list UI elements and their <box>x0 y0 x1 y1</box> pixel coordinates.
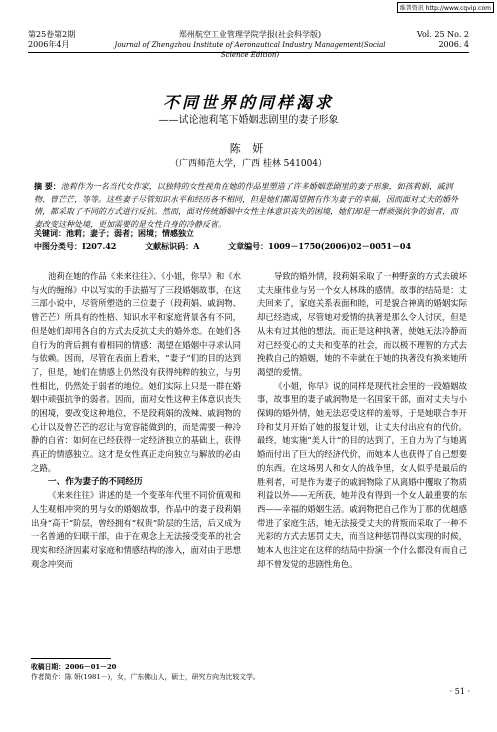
date-en: 2006. 4 <box>438 40 469 49</box>
body-paragraph: 池莉在她的作品《来来往往》、《小姐，你早》和《水与火的缠绵》中以写实的手法描写了三段婚姻故事，在这三部小说中，尽管所塑造的三位妻子（段莉娟、戚润物、曾芒芒）所具有的性格、知识水平和家庭背景各有不同，但是她们却用各自的方式去反抗丈夫的婚外恋。在她们各自行为的背后拥有着相同的情感：渴望在婚姻中寻求认同与依赖。因而，尽管在表面上看来，“妻子”们的目的达到了，但是，她们在情感上仍然没有获得纯粹的独立，与男性相比，仍然处于弱者的地位。她们实际上只是一群在婚姻中顽强抗争的弱者。因而，面对女性这种主体意识丧失的困境，要改变这种地位，不是段莉娟的泼辣、戚润物的心计以及曾芒芒的忍让与宽容能做到的，而是需要一种冷静的自省：如何在已经获得一定经济独立的基础上，获得真正的情感独立。这才是女性真正走向独立与解放的必由之路。 <box>31 271 241 473</box>
journal-name-en: Journal of Zhengzhou Institute of Aeronautical Industry Management(Social Science Edition) <box>114 41 386 59</box>
page-number: · 51 · <box>449 687 470 696</box>
journal-name-cn: 郑州航空工业管理学院学报(社会科学版) <box>178 30 322 39</box>
header-divider <box>28 52 469 53</box>
document-code: 文献标识码：A <box>145 241 200 251</box>
abstract-text: 池莉作为一名当代女作家，以独特的女性视角在她的作品里塑造了许多婚姻悲剧里的妻子形象，如孩莉娟、戚润物、曾芒芒，等等。这些妻子尽管知识水平和经历各不相同，但是她们都渴望拥有作为妻子的幸福，因而面对丈夫的婚外情，都采取了不同的方式进行反抗。然而，面对传统婚姻中女性主体意识丧失的困境，她们却是一群顽强抗争的弱者，而妻改变这种处境，更加需要的是女性自身的冷静反省。 <box>34 182 458 229</box>
left-column <box>31 270 241 571</box>
article-author: 陈 妍 <box>229 142 268 155</box>
date-cn: 2006年4月 <box>28 40 70 49</box>
article-number: 文章编号：1009－1750(2006)02－0051－04 <box>228 241 412 251</box>
header-volume-en <box>417 30 469 50</box>
article-title: 不同世界的同样渴求 <box>162 93 334 112</box>
header-volume-date <box>28 30 75 50</box>
received-date: 收稿日期：2006－01－20 <box>31 663 117 671</box>
footnote-divider <box>31 658 111 659</box>
volume-en: Vol. 25 No. 2 <box>416 30 469 39</box>
clc-number: 中图分类号：I207.42 <box>34 241 117 251</box>
body-paragraph: 《小姐，你早》说的同样是现代社会里的一段婚姻故事，故事里的妻子戚润物是一名国家干部，面对丈夫与小保姆的婚外情，她无法忍受这样的羞辱，于是她联合李开玲和艾月开始了她的报复计划，让丈夫付出应有的代价。最终，她实施“美人计”的目的达到了，王自力为了与她离婚而付出了巨大的经济代价，而她本人也获得了自己想要的东西。在这场男人和女人的战争里，女人似乎是最后的胜利者，可是作为妻子的戚润物除了从离婚中攫取了物质利益以外——无所获，她并没有得到一个女人最重要的东西——幸福的婚姻生活。戚润物把自己作为丁那的优越感带进了家庭生活，她无法接受丈夫的背叛而采取了一种不光彩的方式去惩罚丈夫，而当这种惩罚得以实现的时候，她本人也注定在这样的结局中扮演一个什么都没有而自己却不曾发觉的悲剧性角色。 <box>257 380 467 569</box>
abstract-label: 摘 要： <box>34 181 61 191</box>
abstract <box>34 180 464 231</box>
classification-line <box>34 241 474 252</box>
article-subtitle: ——试论池莉笔下婚姻悲剧里的妻子形象 <box>158 115 339 126</box>
author-bio: 作者简介：陈 妍(1981－)，女，广东佛山人，硕士，研究方向为比较文学。 <box>31 673 260 681</box>
body-paragraph: 《来来往往》讲述的是一个变革年代里不同价值观和人生观相冲突的男与女的婚姻故事，作品中的妻子段莉娟出身“高干”阶层，曾经拥有“权贵”阶层的生活，后又成为一名普通的妇联干部，由于在观念上无法接受变革的社会现实和经济因素对家庭和情感结构的渗入，面对由于思想观念冲突而 <box>31 490 241 569</box>
section-heading: 一、作为妻子的不同经历 <box>48 476 143 487</box>
header-journal <box>110 30 390 60</box>
watermark: 维普资讯 http://www.cqvip.com <box>397 2 494 13</box>
footnote <box>31 662 461 682</box>
body-paragraph: 导致的婚外情，段莉娟采取了一种野蛮的方式去破坏丈夫康伟业与另一个女人林珠的感情。故事的结局是：丈夫回来了，家庭关系表面和睦，可是貌合神离的婚姻实际却已经造成，尽管她对爱情的执著是那么令人讨厌，但是从未有过其他的想法。而正是这种执著，使她无法冷静而对已经变心的丈夫和变革的社会，而以极不理智的方式去挽救自己的婚姻，她的不幸就在于她的执著没有换来她所渴望的爱情。 <box>257 271 467 377</box>
keywords: 关键词：池莉；妻子；弱者；困境；情感独立 <box>34 228 194 238</box>
author-affiliation: （广西师范大学，广西 桂林 541004） <box>169 159 328 169</box>
volume-cn: 第25卷第2期 <box>28 30 76 39</box>
right-column <box>257 270 467 571</box>
